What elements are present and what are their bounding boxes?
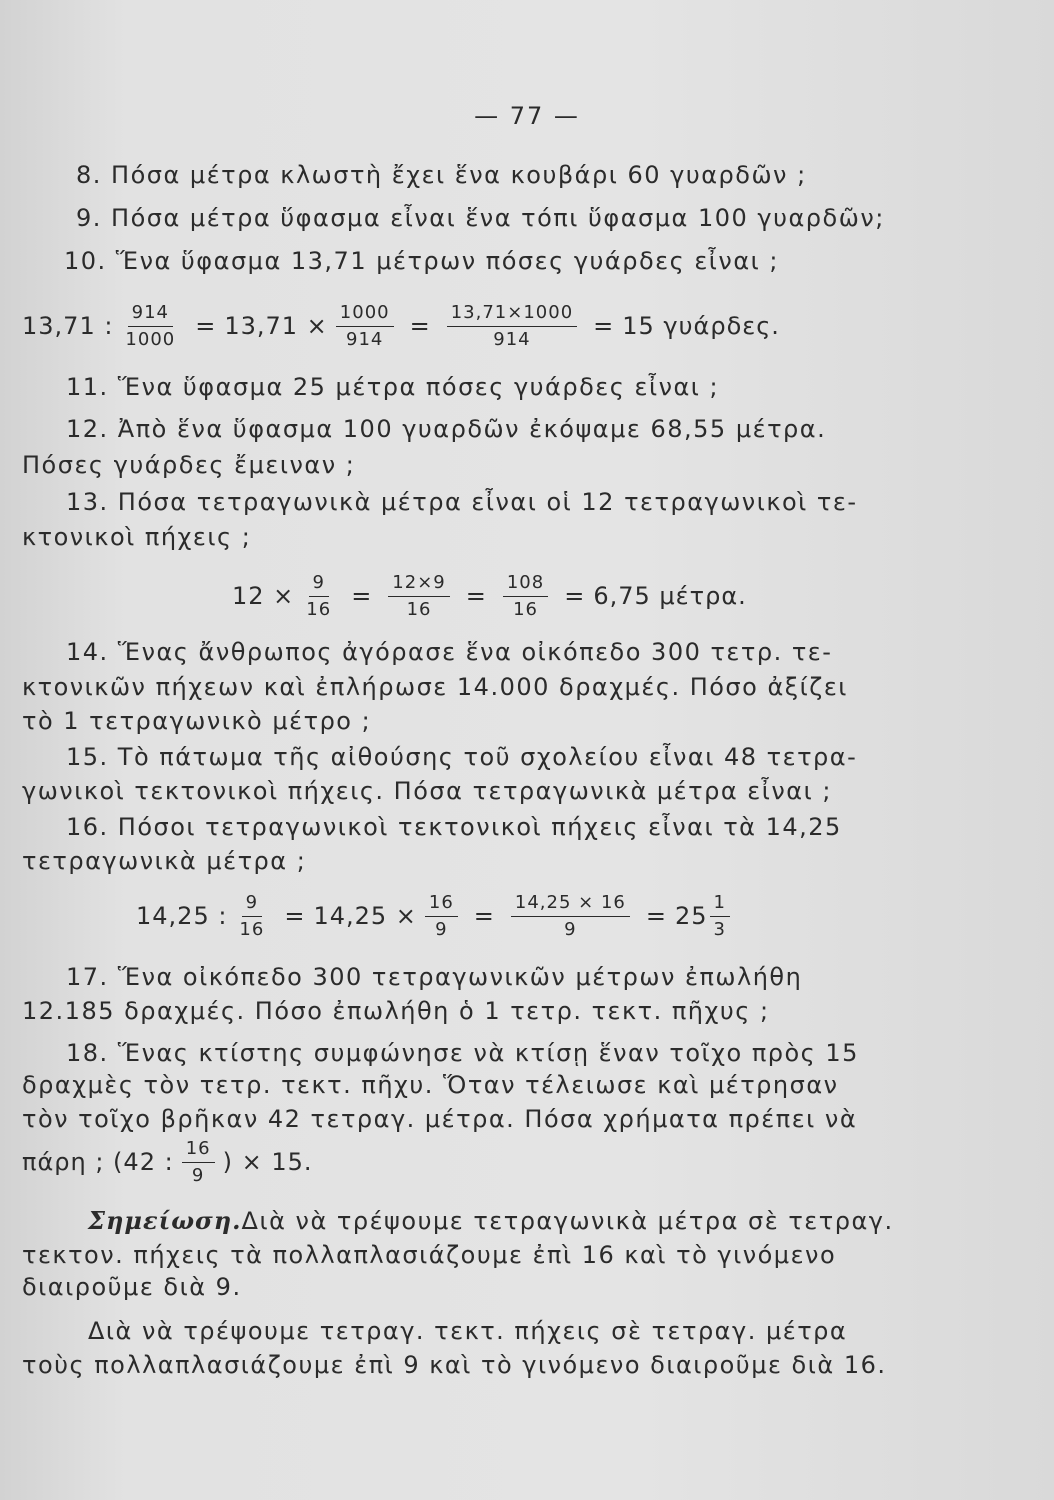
note-label: Σημείωση. bbox=[88, 1206, 242, 1235]
problem-13-cont: κτονικοὶ πήχεις ; bbox=[22, 523, 252, 551]
note-line-4: Διὰ νὰ τρέψουμε τετραγ. τεκτ. πήχεις σὲ τετραγ. μέτρα bbox=[88, 1317, 848, 1345]
problem-14-cont1: κτονικῶν πήχεων καὶ ἐπλήρωσε 14.000 δραχμές. Πόσο ἀξίζει bbox=[22, 673, 848, 701]
problem-15-cont: γωνικοὶ τεκτονικοὶ πήχεις. Πόσα τετραγωνικὰ μέτρα εἶναι ; bbox=[22, 777, 832, 805]
fraction: $\frac{14,25 \times 16}{9}$ bbox=[511, 892, 630, 941]
equation-13: 12 × $\frac{9}{16}$ = $\frac{12\times 9}{16}$ = $\frac{108}{16}$ = 6,75 μέτρα. bbox=[232, 571, 747, 620]
problem-14: 14. Ἕνας ἄνθρωπος ἀγόρασε ἕνα οἰκόπεδο 300 τετρ. τε- bbox=[66, 638, 833, 666]
problem-9: 9. Πόσα μέτρα ὕφασμα εἶναι ἕνα τόπι ὕφασμα 100 γυαρδῶν; bbox=[76, 204, 885, 232]
equation-18: πάρη ; (42 : $\frac{16}{9}$ ) × 15. bbox=[22, 1137, 313, 1186]
problem-14-cont2: τὸ 1 τετραγωνικὸ μέτρο ; bbox=[22, 707, 372, 735]
equation-16: 14,25 : $\frac{9}{16}$ = 14,25 × $\frac{16}{9}$ = $\frac{14,25 \times 16}{9}$ = 25 $\frac{1}{3}$ bbox=[136, 876, 738, 956]
note-line-5: τοὺς πολλαπλασιάζουμε ἐπὶ 9 καὶ τὸ γινόμενο διαιροῦμε διὰ 16. bbox=[22, 1351, 887, 1379]
equation-10: 13,71 : $\frac{914}{1000}$ = 13,71 × $\frac{1000}{914}$ = $\frac{13,71\times 1000}{914}$ = 15 γυάρδες. bbox=[22, 301, 780, 350]
problem-16-cont: τετραγωνικὰ μέτρα ; bbox=[22, 847, 307, 875]
fraction: $\frac{16}{9}$ bbox=[425, 892, 458, 941]
fraction: $\frac{9}{16}$ bbox=[239, 891, 265, 940]
problem-16: 16. Πόσοι τετραγωνικοὶ τεκτονικοὶ πήχεις εἶναι τὰ 14,25 bbox=[66, 813, 842, 841]
fraction: $\frac{914}{1000}$ bbox=[125, 301, 176, 350]
fraction: $\frac{1}{3}$ bbox=[710, 892, 730, 941]
note-line-1: Σημείωση.Διὰ νὰ τρέψουμε τετραγωνικὰ μέτρα σὲ τετραγ. bbox=[88, 1206, 894, 1235]
fraction: $\frac{12\times 9}{16}$ bbox=[388, 572, 449, 621]
note-line-2: τεκτον. πήχεις τὰ πολλαπλασιάζουμε ἐπὶ 16 καὶ τὸ γινόμενο bbox=[22, 1241, 837, 1269]
fraction: $\frac{13,71\times 1000}{914}$ bbox=[447, 302, 577, 351]
page-number: — 77 — bbox=[474, 102, 580, 130]
problem-11: 11. Ἕνα ὕφασμα 25 μέτρα πόσες γυάρδες εἶναι ; bbox=[66, 373, 720, 401]
problem-12: 12. Ἀπὸ ἕνα ὕφασμα 100 γυαρδῶν ἐκόψαμε 68,55 μέτρα. bbox=[66, 415, 827, 443]
eq-lead: 13,71 : bbox=[22, 312, 114, 340]
problem-10: 10. Ἕνα ὕφασμα 13,71 μέτρων πόσες γυάρδες εἶναι ; bbox=[64, 247, 779, 275]
problem-18: 18. Ἕνας κτίστης συμφώνησε νὰ κτίσῃ ἕναν τοῖχο πρὸς 15 bbox=[66, 1039, 859, 1067]
problem-17-cont: 12.185 δραχμές. Πόσο ἐπωλήθη ὁ 1 τετρ. τεκτ. πῆχυς ; bbox=[22, 997, 770, 1025]
problem-15: 15. Τὸ πάτωμα τῆς αἰθούσης τοῦ σχολείου εἶναι 48 τετρα- bbox=[66, 743, 858, 771]
fraction: $\frac{9}{16}$ bbox=[306, 571, 332, 620]
fraction: $\frac{16}{9}$ bbox=[182, 1138, 215, 1187]
fraction: $\frac{108}{16}$ bbox=[503, 572, 548, 621]
problem-12-cont: Πόσες γυάρδες ἔμειναν ; bbox=[22, 451, 356, 479]
problem-13: 13. Πόσα τετραγωνικὰ μέτρα εἶναι οἱ 12 τετραγωνικοὶ τε- bbox=[66, 488, 858, 516]
fraction: $\frac{1000}{914}$ bbox=[336, 302, 394, 351]
problem-8: 8. Πόσα μέτρα κλωστὴ ἔχει ἕνα κουβάρι 60 γυαρδῶν ; bbox=[76, 161, 807, 189]
problem-17: 17. Ἕνα οἰκόπεδο 300 τετραγωνικῶν μέτρων ἐπωλήθη bbox=[66, 963, 803, 991]
note-line-3: διαιροῦμε διὰ 9. bbox=[22, 1273, 242, 1301]
problem-18-cont1: δραχμὲς τὸν τετρ. τεκτ. πῆχυ. Ὅταν τέλειωσε καὶ μέτρησαν bbox=[22, 1071, 839, 1099]
problem-18-cont2: τὸν τοῖχο βρῆκαν 42 τετραγ. μέτρα. Πόσα χρήματα πρέπει νὰ bbox=[22, 1105, 858, 1133]
